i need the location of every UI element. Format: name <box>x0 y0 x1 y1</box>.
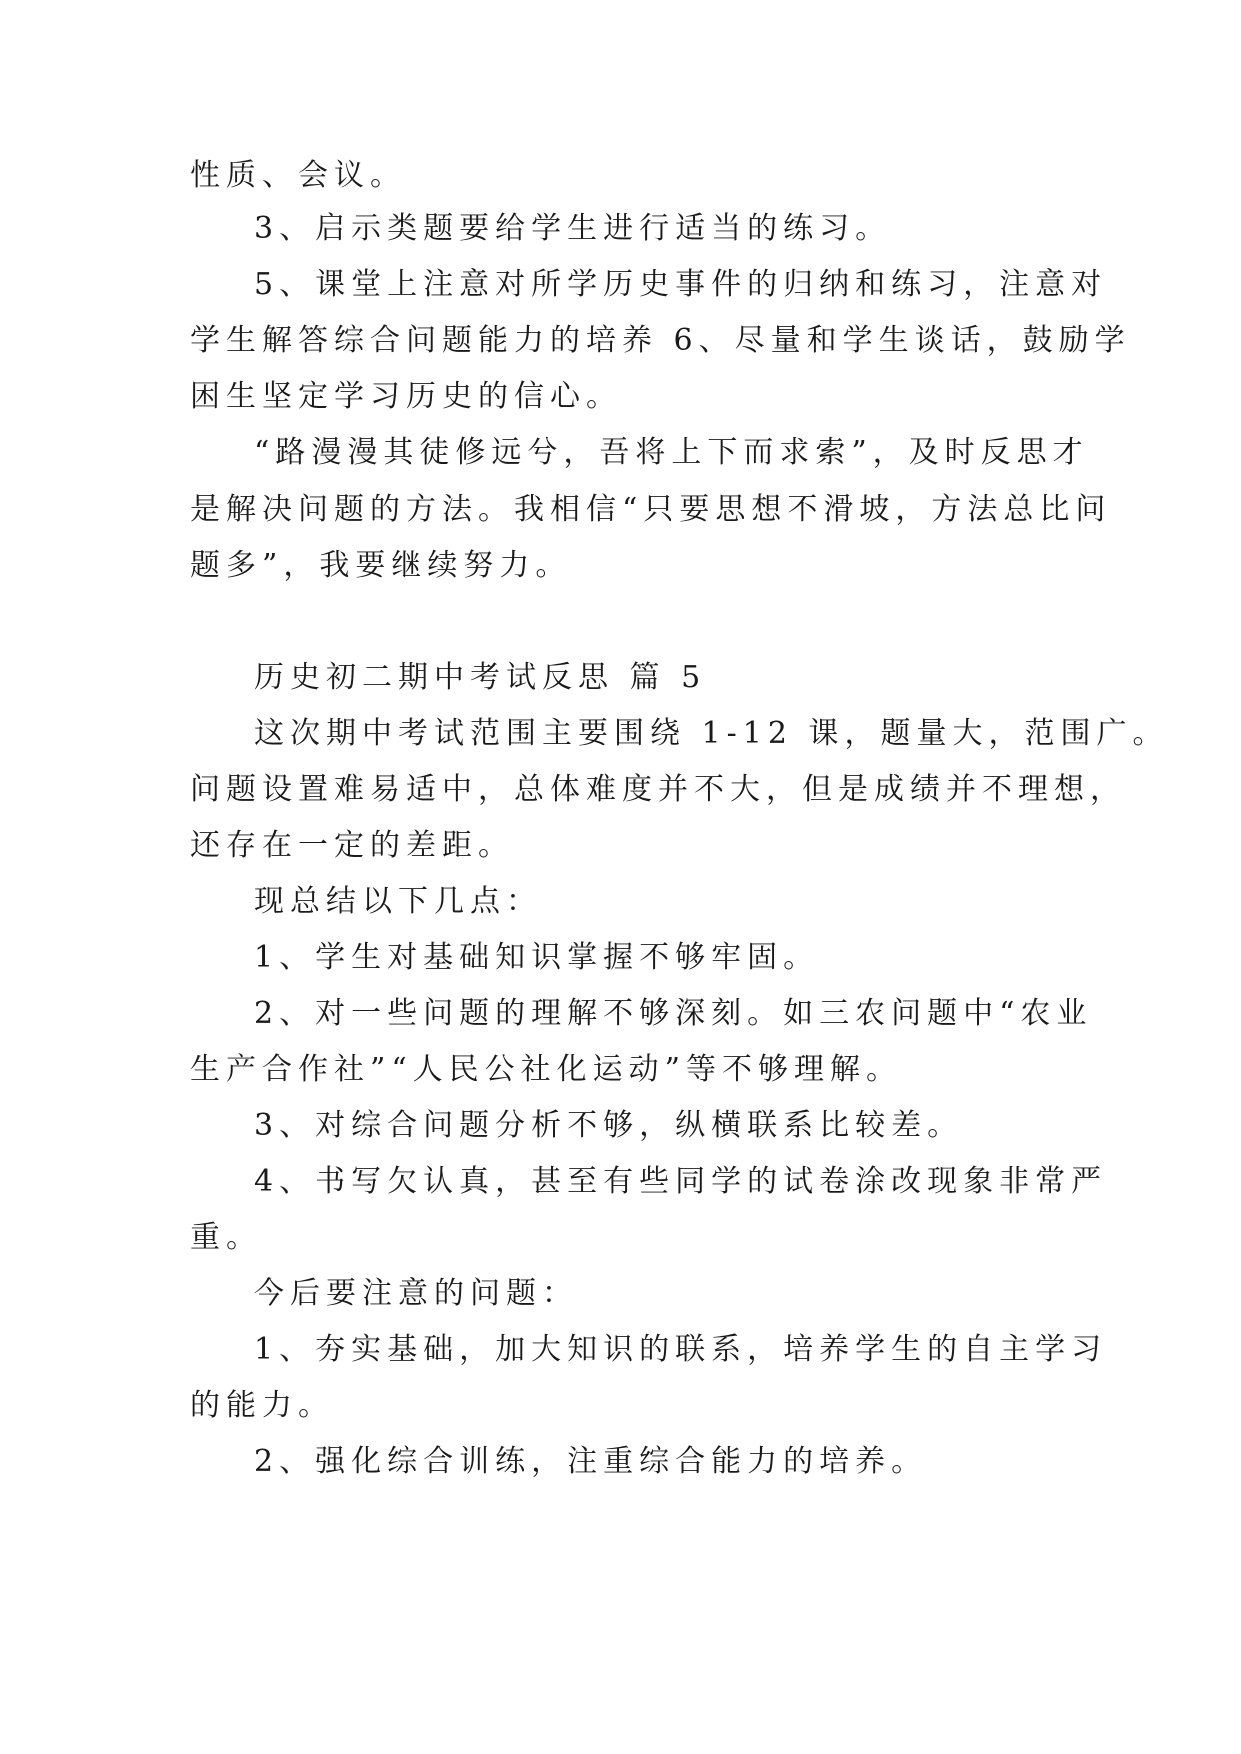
line-11: 问题设置难易适中，总体难度并不大，但是成绩并不理想， <box>190 772 1126 807</box>
line-22: 的能力。 <box>190 1388 334 1423</box>
line-1: 性质、会议。 <box>190 158 406 193</box>
line-23: 2、强化综合训练，注重综合能力的培养。 <box>254 1444 928 1479</box>
line-20: 今后要注意的问题： <box>254 1276 578 1311</box>
line-2: 3、启示类题要给学生进行适当的练习。 <box>254 211 892 246</box>
line-16: 生产合作社”“人民公社化运动”等不够理解。 <box>190 1052 903 1087</box>
line-15: 2、对一些问题的理解不够深刻。如三农问题中“农业 <box>254 996 1093 1031</box>
line-6: “路漫漫其徒修远兮，吾将上下而求索”，及时反思才 <box>254 435 1089 470</box>
line-3: 5、课堂上注意对所学历史事件的归纳和练习，注意对 <box>254 267 1108 302</box>
line-7: 是解决问题的方法。我相信“只要思想不滑坡，方法总比问 <box>190 492 1112 527</box>
line-18: 4、书写欠认真，甚至有些同学的试卷涂改现象非常严 <box>254 1164 1108 1199</box>
line-9: 历史初二期中考试反思 篇 5 <box>254 660 707 695</box>
line-17: 3、对综合问题分析不够，纵横联系比较差。 <box>254 1108 964 1143</box>
line-8: 题多”，我要继续努力。 <box>190 548 572 583</box>
line-10: 这次期中考试范围主要围绕 1-12 课，题量大，范围广。 <box>254 716 1169 751</box>
line-12: 还存在一定的差距。 <box>190 828 514 863</box>
line-13: 现总结以下几点： <box>254 884 542 919</box>
line-5: 困生坚定学习历史的信心。 <box>190 379 622 414</box>
line-19: 重。 <box>190 1220 262 1255</box>
line-14: 1、学生对基础知识掌握不够牢固。 <box>254 940 820 975</box>
line-21: 1、夯实基础，加大知识的联系，培养学生的自主学习 <box>254 1332 1108 1367</box>
line-4: 学生解答综合问题能力的培养 6、尽量和学生谈话，鼓励学 <box>190 323 1131 358</box>
